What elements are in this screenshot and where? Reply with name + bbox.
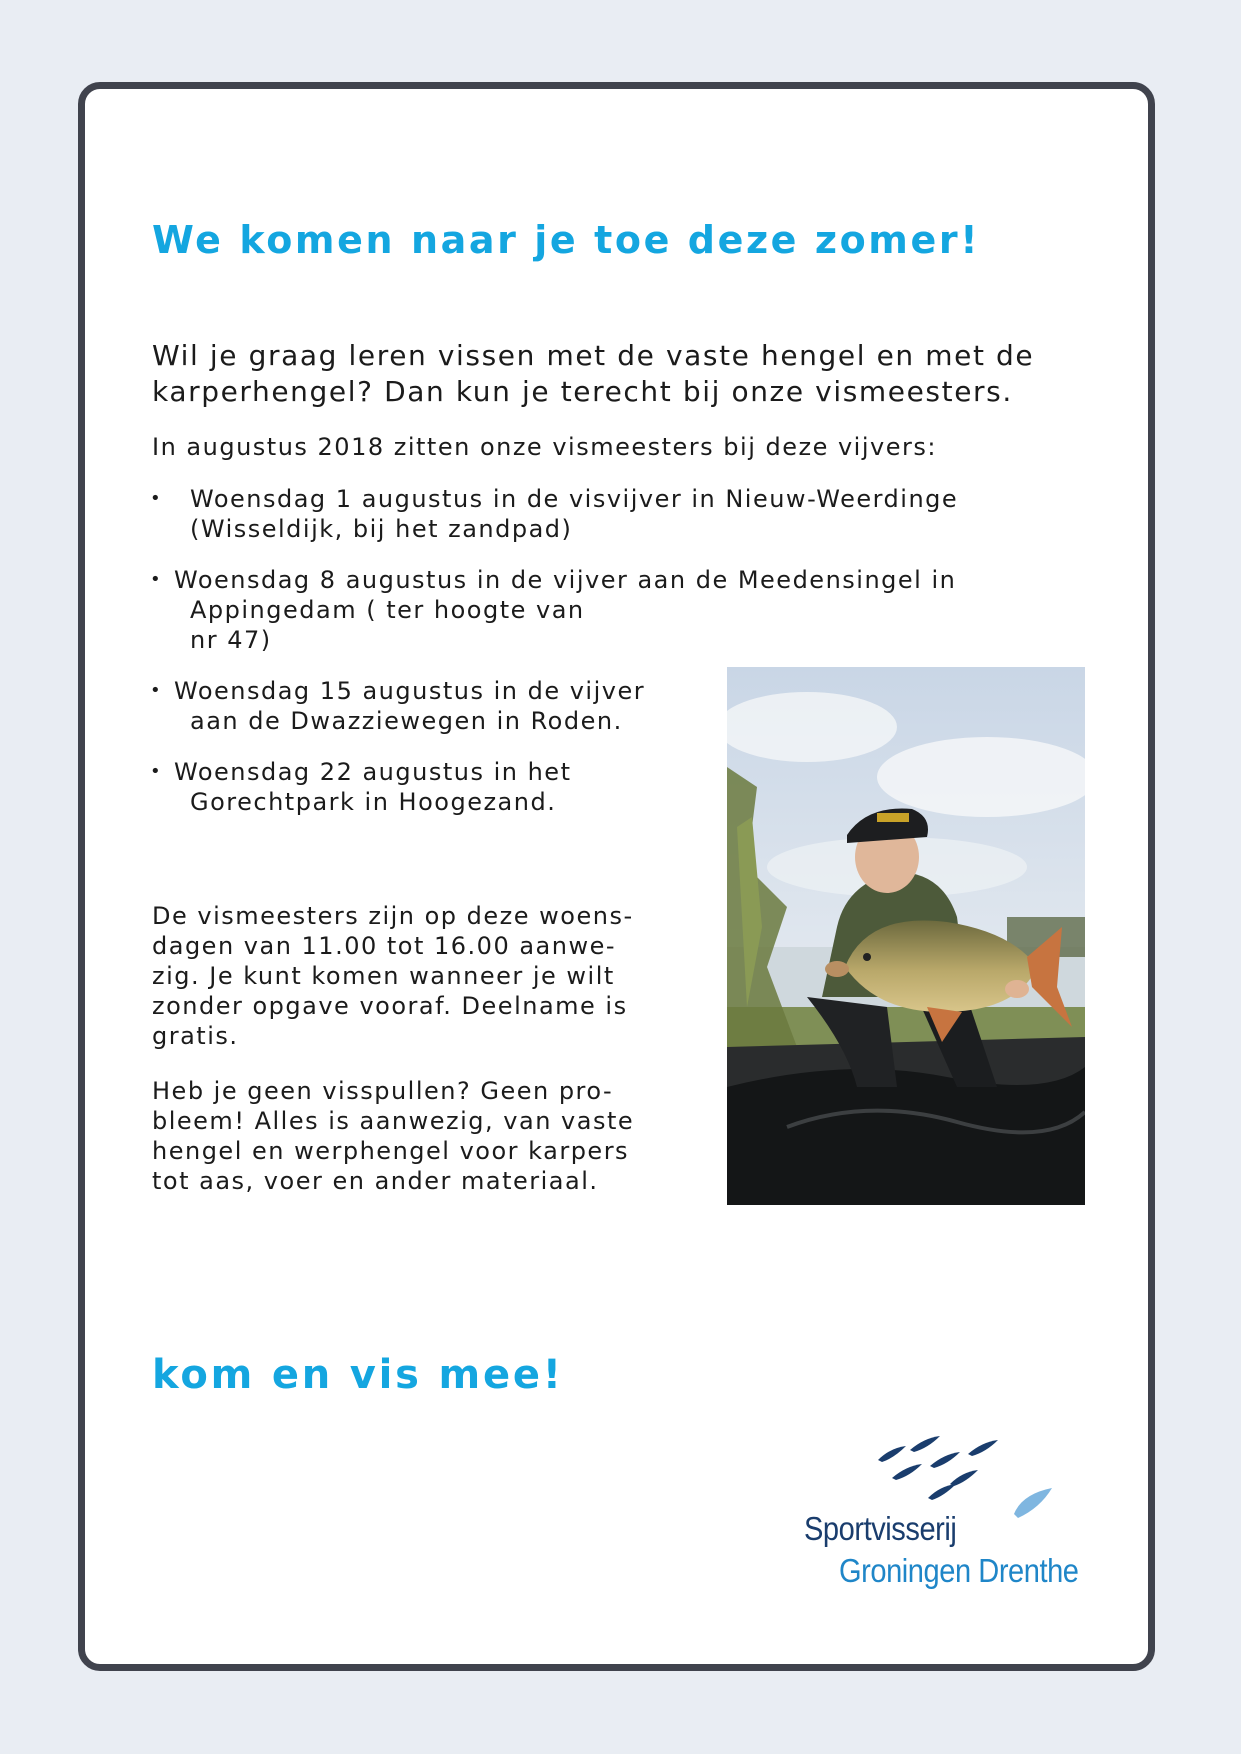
- info-paragraph: [152, 901, 712, 1051]
- logo-text-line2: Groningen Drenthe: [839, 1552, 1079, 1589]
- intro-line: Wil je graag leren vissen met de vaste hengel en met de: [152, 339, 1035, 372]
- event-line: Woensdag 15 augustus in de vijver: [174, 677, 646, 705]
- bullet-icon: •: [150, 488, 163, 509]
- intro-text: [152, 338, 1112, 410]
- equipment-paragraph: [152, 1076, 712, 1196]
- event-line: Appingedam ( ter hoogte van: [190, 596, 585, 624]
- event-line: (Wisseldijk, bij het zandpad): [190, 515, 573, 543]
- sportvisserij-logo: [790, 1428, 1120, 1598]
- paragraph-line: Heb je geen visspullen? Geen pro-: [152, 1077, 614, 1105]
- list-item: [150, 565, 1030, 655]
- paragraph-line: gratis.: [152, 1022, 239, 1050]
- paragraph-line: zig. Je kunt komen wanneer je wilt: [152, 962, 615, 990]
- event-line: Woensdag 8 augustus in de vijver aan de Meedensingel in: [174, 566, 957, 594]
- paragraph-line: bleem! Alles is aanwezig, van vaste: [152, 1107, 635, 1135]
- flyer-title: We komen naar je toe deze zomer!: [152, 218, 981, 262]
- paragraph-line: dagen van 11.00 tot 16.00 aanwe-: [152, 932, 617, 960]
- paragraph-line: hengel en werphengel voor karpers: [152, 1137, 630, 1165]
- logo-text-line1: Sportvisserij: [804, 1510, 957, 1547]
- event-line: Woensdag 1 augustus in de visvijver in Nieuw-Weerdinge: [190, 485, 959, 513]
- august-intro: In augustus 2018 zitten onze vismeesters bij deze vijvers:: [152, 433, 937, 461]
- paragraph-line: tot aas, voer en ander materiaal.: [152, 1167, 599, 1195]
- paragraph-line: De vismeesters zijn op deze woens-: [152, 902, 634, 930]
- list-item: [150, 484, 1030, 544]
- bullet-icon: •: [150, 680, 163, 701]
- event-line: nr 47): [190, 626, 272, 654]
- bullet-icon: •: [150, 569, 163, 590]
- boy-holding-carp-icon: [727, 667, 1085, 1205]
- closing-slogan: kom en vis mee!: [152, 1352, 564, 1398]
- event-line: aan de Dwazziewegen in Roden.: [190, 707, 623, 735]
- event-line: Gorechtpark in Hoogezand.: [190, 788, 557, 816]
- carp-photo: [727, 667, 1085, 1205]
- intro-line: karperhengel? Dan kun je terecht bij onze vismeesters.: [152, 375, 1013, 408]
- bullet-icon: •: [150, 761, 163, 782]
- paragraph-line: zonder opgave vooraf. Deelname is: [152, 992, 628, 1020]
- event-line: Woensdag 22 augustus in het: [174, 758, 572, 786]
